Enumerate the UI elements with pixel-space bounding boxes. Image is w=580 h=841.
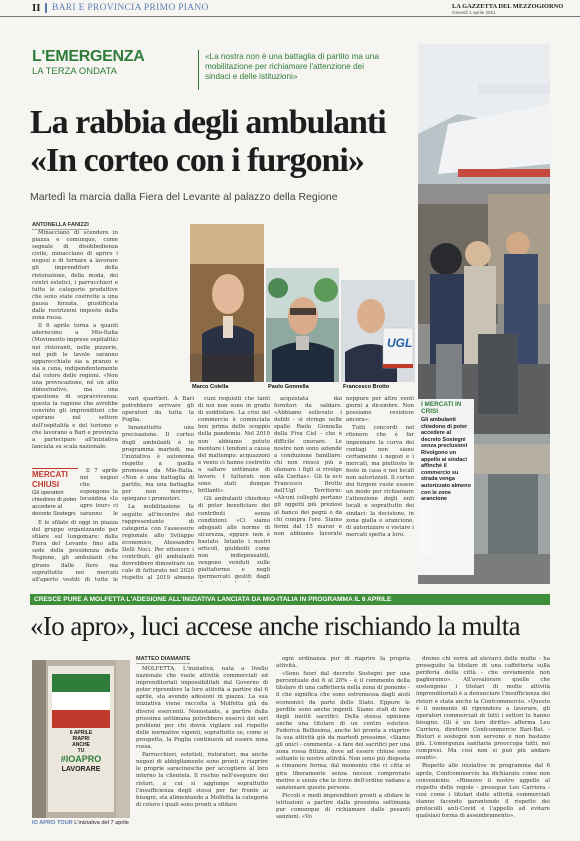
poster-caption-text: L'iniziativa del 7 aprile [74, 820, 129, 826]
poster-line: LAVORARE [61, 766, 101, 773]
pull-box [32, 468, 78, 519]
sidebar-text: Gli ambulanti chiedono di poter accedere al decreto Sostegni senza preclusioni Rivolgono un appello ai sindaci affinché il commercio su strada venga autorizzato almeno con le zone arancione [421, 417, 471, 503]
paragraph: Rispetto alle iniziative in programma dal 6 aprile, Confcommercio ha dichiarato come non conveniente. «Rinnovo il nostro appello al rispetto delle regole - prosegue Leo Carriera - così come i titolari delle attività commerciali stanno facendo garantendo il rispetto dei protocolli anti-Covid e l'appello ad evitare qualsiasi forma di assembramento». [416, 763, 550, 820]
poster-caption-label: IO APRO TOUR [32, 820, 73, 826]
portrait-image [266, 268, 339, 382]
pull-box-title: MERCATI CHIUSI [32, 470, 68, 489]
kicker-divider [198, 50, 199, 90]
paragraph: cuni requisiti che tanti di noi non sono in grado di soddisfare. La crisi del commercio è cominciata ben prima dello scoppio della pandemia. Nel 2019 non abbiamo potuto montare i tendoni a causa del maltempo: acquazzoni e vento ci hanno costretto a saltare settimane di lavoro. I fatturati non sono stati dunque brillanti». [198, 396, 270, 495]
section-divider [45, 3, 47, 13]
sub-headline: Martedì la marcia dalla Fiera del Levante al palazzo della Regione [30, 191, 338, 203]
paragraph: acquistata dai fornitori da saldare. «Abbiamo sollevato i debiti - si stringe nelle spalle Paolo Gonnella della Fiva Cisl - che è difficile onorare. Le nostre non sono aziende a conduzione familiare: chi non riesce più a sfamare i figli si rivolge alla Caritas». Gli fa eco Francesco Brotto dell'Ugl Territorio: «Alcuni colleghi portano gli oggetti più preziosi al banco dei pegni o da chi compra l'oro. Siamo fermi dal 15 marzo e non abbiamo lavorato neppure per altre venti giorni a dicembre. Non possiamo resistere ancora». [274, 396, 414, 537]
market-photo [418, 44, 550, 584]
article1-column-1c [32, 520, 118, 582]
kicker-title: L'EMERGENZA [32, 48, 145, 65]
poster-line: RIAPRI [72, 736, 90, 742]
portrait-image [190, 224, 264, 382]
band-text: CRESCE PURE A MOLFETTA L'ADESIONE ALL'INIZIATIVA LANCIATA DA MIO-ITALIA IN PROGRAMMA IL 6 APRILE [34, 595, 392, 603]
page-header [0, 0, 580, 17]
article1-column-3 [198, 396, 270, 582]
portrait-marco-colella [190, 224, 264, 382]
paragraph: «Sono fuori dal decreto Sostegni per una percentuale del 6 al 28% - è il commento della titolare di una caffetteria nella zona di ponente - il che significa che sono estromessa dagli aiuti economici da parte dello Stato. Eppure le perdite sono anche ingenti. Siamo stufi di fare degli inutili sacrifici. Della stessa opinione anche una titolare di un centro estetico. Federica Bellissima, anche lei pronta a riaprire la sua attività già da martedì prossimo. «Siamo gli unici - commenta - a fare dei sacrifici per una zona rossa fittizia, dove ad essere chiuse sono soltanto le nostre attività. Non sono più disposta a rimanere ferma, dal momento che ci citta si gira liberamente senza nessun comprovato motivo e senza che le forze dell'ordine vadano a sanzionare queste persone. [276, 671, 410, 791]
byline-2: MATTEO DIAMANTE [136, 656, 191, 662]
poster-line: 6 APRILE [69, 730, 93, 736]
headline-line-2: «In corteo con i furgoni» [30, 142, 364, 179]
paragraph: Piccoli e medi imprenditori pronti a sfidare le istituzioni a partire dalla prossima settimana pur comunque di richiamare dalle pesanti sanzioni. «Vo [276, 792, 410, 821]
article2-column-2 [276, 656, 410, 830]
portrait-francesco-brotto [341, 280, 415, 382]
paragraph: Parrucchieri, estetisti, ristoratori, ma anche negozi di abbigliamento sono pronti a riaprire le proprie saracinesche per accogliere al loro interno la clientela. Il rischio nell'eseguire dei ristori, a cui si aggiunge soprattutto l'insufficienza degli stessi per far fronte ai bisogni, sta alimentando a Molfetta la categoria di coloro i quali sono pronti a sfidare [136, 752, 268, 808]
article1-column-1b [80, 468, 118, 518]
headline-line-1: La rabbia degli ambulanti [30, 104, 386, 141]
article1-column-2 [122, 396, 194, 582]
paragraph: ogni ordinanza pur di riaprire la propria attività. [276, 656, 410, 670]
portrait-image [341, 280, 415, 382]
poster-caption [32, 820, 142, 826]
portrait-caption-2: Paolo Gonnella [268, 384, 309, 390]
poster-text [52, 730, 110, 774]
sidebar-title: I MERCATI IN CRISI [421, 401, 462, 415]
ugl-logo: UGL [387, 336, 413, 350]
page-number: II [32, 2, 41, 14]
sidebar-box [418, 399, 474, 575]
paragraph: vari quartieri. A Bari potrebbero arrivare gli operatori da tutta la Puglia. [122, 396, 194, 424]
article2-column-1 [136, 666, 268, 830]
paragraph: MOLFETTA. L'iniziativa, nata a livello nazionale che vuole attività commerciali ed imprenditoriali impossibilitati dal Governo di poter riprendere la loro attività a partire dal 6 aprile, sta avendo adesioni in piazza. La sua iniziativa viene raccolta a Molfetta già da diversi esercenti. Nonostante, a partire dalla prossima settimana potrebbero esserci dei seri problemi per chi dovrà vigilare sul rispetto delle normative vigenti, soprattutto se, come si prospetta, la Puglia continuerà ad essere zona rossa. [136, 666, 268, 751]
poster-line: ANCHE [72, 742, 90, 748]
portrait-paolo-gonnella [266, 268, 339, 382]
paragraph: La mobilitazione fa seguito all'incontro del rappresentante di categoria con l'assessore regionale allo Sviluppo economico, Alessandro Delli Noci. Per ottenere i contributi, gli ambulanti dovrebbero dimostrare un calo di fatturato nel 2020 rispetto al 2019 almeno [122, 504, 194, 582]
paragraph: Il 6 aprile torna a quanti aderiscono a Mio-Italia (Movimento imprese ospitalità) nei ristoranti, nelle pizzerie, nei pub le tavole saranno apparecchiate sia a pranzo e sia a cena, indipendentemente dal colore delle regioni. «Non una provocazione, né un atto dimostrativo, ma una questione di sopravvivenza: questa la ragione che avrebbe convinto gli imprenditori che operano nel settore dell'ospitalità e del turismo e che lavorano a Bari e provincia a partecipare all'iniziativa lanciata su scala nazionale. [32, 323, 118, 450]
io-apro-poster-photo [32, 660, 130, 818]
pull-box-text: Gli operatori chiedono di poter accedere al decreto Sostegni [32, 490, 77, 517]
issue-date: Giovedì 1 aprile 2021 [452, 10, 496, 15]
poster-line: TU [77, 748, 85, 754]
main-headline [30, 104, 450, 180]
kicker-block [32, 48, 197, 90]
section-name: BARI E PROVINCIA PRIMO PIANO [52, 3, 209, 13]
portrait-caption-1: Marco Colella [192, 384, 229, 390]
kicker-subtitle: LA TERZA ONDATA [32, 66, 117, 77]
kicker-quote: «La nostra non è una battaglia di partito ma una mobilitazione per richiamare l'attenzione dei sindaci e delle istituzioni» [205, 52, 379, 81]
section-band [30, 594, 550, 605]
paragraph: E le sfilate di oggi in piazza del gruppo organizzando per sfilare sul lungomare: dalla Fiera del Levante fino alla sede della presidenza della Regione, gli ambulanti che girano dalle fiere ma soprattutto nei mercati all'aperto vestiti di tutte le [32, 520, 118, 582]
poster-hashtag: #IOAPRO [60, 754, 102, 764]
paragraph: Innanzitutto una precisazione. Il corteo degli ambulanti è in programma martedì, ma l'iniziativa è autonoma rispetto a quella promossa da Mio-Italia. «Non è una battaglia di partito, ma una battaglia per non morire», spiegano i promotori. [122, 425, 194, 503]
article1-column-1 [32, 230, 118, 470]
paragraph: Tutti concordi nel ritenere che è far impennare la curva dei contagi non siano certamente i negozi e i mercati, ma piuttosto le feste in casa o nei locali non autorizzati. Il corteo dei furgoni vuole essere un modo per richiamare l'attenzione degli enti locali e soprattutto dei sindaci: la decisione, in zona gialla e arancione, di autorizzare o vietare i mercati spetta a loro. [346, 425, 414, 538]
paragraph: Il 7 aprile nei negozi che espongono la locandina «Io apro tour» ci saranno le [80, 468, 118, 517]
portrait-caption-3: Francesco Brotto [343, 384, 390, 390]
masthead: LA GAZZETTA DEL MEZZOGIORNO [452, 3, 564, 10]
byline: ANTONELLA FANIZZI [32, 222, 89, 228]
article2-column-3 [416, 656, 550, 830]
paragraph: dremo chi verrà ad elevarci delle multe - ha proseguito la titolare di una caffetteria sulla periferia della città - che ovviamente non pagheremo». All'avvalorare quelle che sostengono i titolari di molte attività imprenditoriali è a denunciare l'insufficienza dei ristori è stata anche la Confcommercio. «Questo è il momento di riprendere a lavorare, gli operatori commerciali di tutti i settori lo hanno bisogno. Gli è un loro diritto» afferma Leo Carriera, direttore Confcommercio Bari-Bat. - Ristori e sostegni non servono e non bastano più. L'emergenza sanitaria preoccupa tutti, noi compresi. Ma così non si può più andare avanti». [416, 656, 550, 762]
paragraph: Minacciano di scendere in piazza e comunque, come segnale di disobbedienza civile, minacciano di aprire i negozi e di tornare a lavorare gli imprenditori della ristorazione, della moda, dei centri estetici, i parrucchieri e tutte le categorie produttive che sono state costrette a una pausa forzata, giustificata dalle restrizioni imposte dalla zona rossa. [32, 230, 118, 322]
second-headline: «Io apro», luci accese anche rischiando la multa [30, 611, 520, 641]
article1-column-4 [274, 396, 414, 582]
paragraph: Gli ambulanti chiedono di poter beneficiare dei contributi senza condizioni: «Ci siamo adeguati alle norme di sicurezza, eppure non è bastato. Intanto i nostri articoli, giubbotti come non indispensabili, vengono venduti sulle piattaforme e negli ipermercati gestiti dagli [198, 496, 270, 581]
